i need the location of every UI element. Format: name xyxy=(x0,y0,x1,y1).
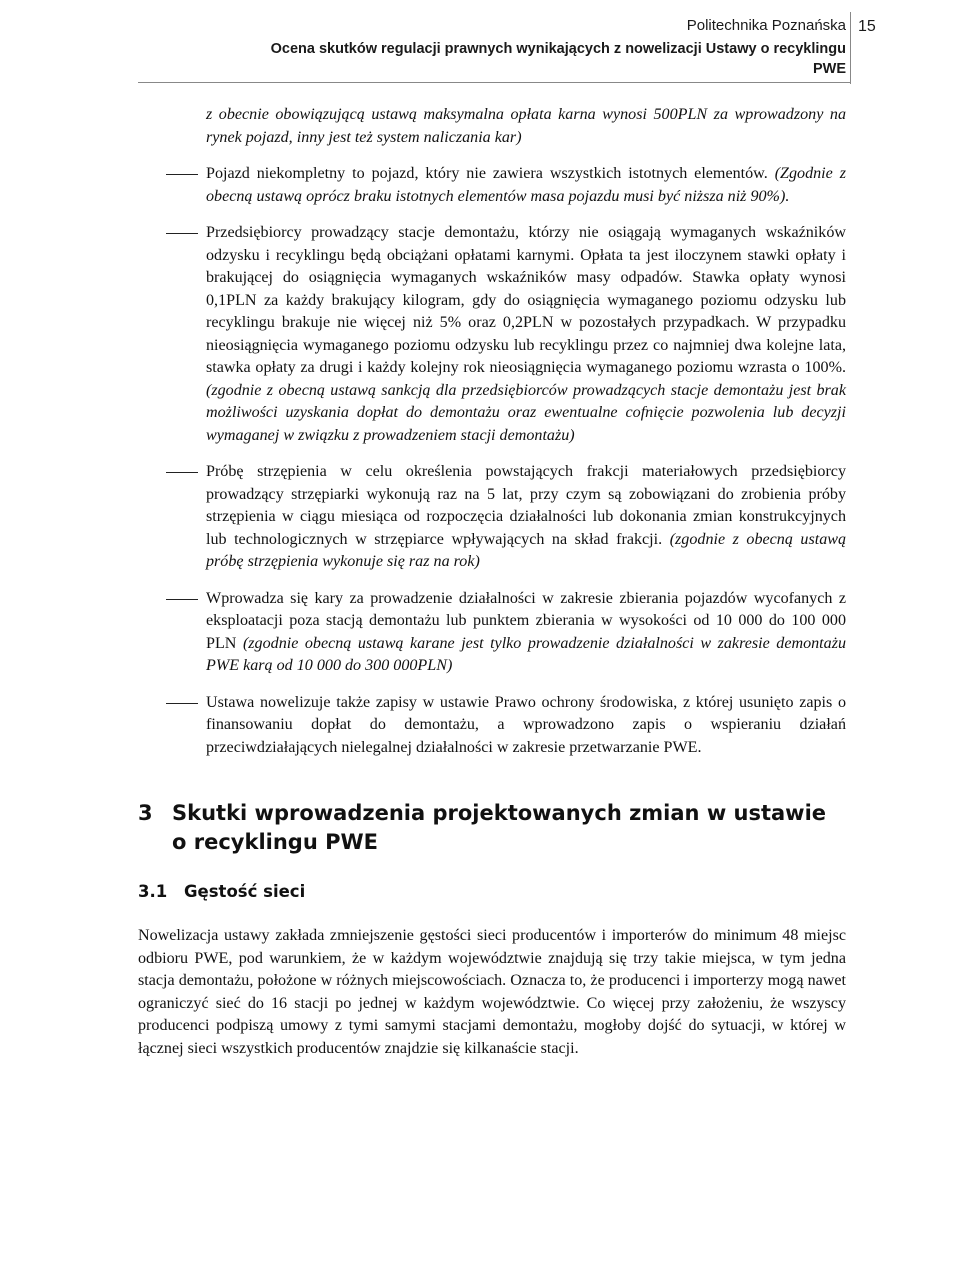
page-content xyxy=(138,104,846,1076)
bullet-item xyxy=(138,461,846,574)
section-number: 3 xyxy=(138,801,153,825)
subsection-title: Gęstość sieci xyxy=(184,882,306,901)
section-heading xyxy=(138,799,846,857)
dash-bullet-icon xyxy=(166,472,198,473)
header-divider xyxy=(138,82,850,83)
bullet-text: Ustawa nowelizuje także zapisy w ustawie Prawo ochrony środowiska, z której usunięto zapis o finansowaniu dopłat do demontażu, a wprowadzono zapis o wspieraniu działań przeciwdziałających nielegalnej działalności w zakresie przetwarzanie PWE. xyxy=(206,693,846,756)
bullet-note: (zgodnie z obecną ustawą sankcją dla przedsiębiorców prowadzących stacje demontażu jest brak możliwości uzyskania dopłat do demontażu oraz ewentualne cofnięcie pozwolenia lub decyzji wymaganej w związku z prowadzeniem stacji demontażu) xyxy=(206,381,846,444)
bullet-item xyxy=(138,163,846,208)
dash-bullet-icon xyxy=(166,599,198,600)
institution-name: Politechnika Poznańska xyxy=(686,17,846,34)
bullet-text: Wprowadza się kary za prowadzenie działalności w zakresie zbierania pojazdów wycofanych z eksploatacji poza stacją demontażu lub punktem zbierania w wysokości od 10 000 do 100 000 PLN xyxy=(206,589,846,652)
document-title xyxy=(138,39,846,79)
continuation-text: z obecnie obowiązującą ustawą maksymalna opłata karna wynosi 500PLN za wprowadzony na rynek pojazd, inny jest też system naliczania kar) xyxy=(206,106,846,146)
bullet-text: Przedsiębiorcy prowadzący stacje demontażu, którzy nie osiągają wymaganych wskaźników odzysku i recyklingu będą obciążani opłatami karnymi. Opłata ta jest iloczynem stawki opłaty i brakującej do osiągnięcia wymaganych wskaźników masy odpadów. Stawka opłaty wynosi 0,1PLN za każdy brakujący kilogram, gdy do osiągnięcia wymaganego poziomu odzysku lub recyklingu brakuje nie więcej niż 5% oraz 0,2PLN w pozostałych przypadkach. W przypadku nieosiągnięcia wymaganego poziomu odzysku lub recyklingu przez co najmniej dwa kolejne lata, stawka opłaty za drugi i każdy kolejny rok nieosiągnięcia wymaganego poziomu wzrasta o 100%. xyxy=(206,224,846,376)
bullet-text: Próbę strzępienia w celu określenia powstających frakcji materiałowych przedsiębiorcy prowadzący strzępiarki wykonują raz na 5 lat, przy czym są zobowiązani do zrobienia próby strzępienia w ciągu miesiąca od rozpoczęcia działalności lub dokonania zmian konstrukcyjnych lub technologicznych w strzępiarce wpływających na skład frakcji. xyxy=(206,463,846,548)
bullet-note: (zgodnie z obecną ustawą próbę strzępienia wykonuje się raz na rok) xyxy=(206,530,847,570)
bullet-text: Pojazd niekompletny to pojazd, który nie zawiera wszystkich istotnych elementów. xyxy=(206,165,768,182)
bullet-item xyxy=(138,222,846,447)
bullet-item xyxy=(138,692,846,760)
dash-bullet-icon xyxy=(166,174,198,175)
dash-bullet-icon xyxy=(166,703,198,704)
page-header xyxy=(138,16,846,79)
document-title-line-1: Ocena skutków regulacji prawnych wynikających z nowelizacji Ustawy o recyklingu xyxy=(270,41,846,57)
bullet-item xyxy=(138,588,846,678)
dash-bullet-icon xyxy=(166,233,198,234)
body-paragraph: Nowelizacja ustawy zakłada zmniejszenie gęstości sieci producentów i importerów do minimum 48 miejsc odbioru PWE, pod warunkiem, że w każdym województwie znajdują się trzy takie miejsca, w tym jedna stacja demontażu, położone w różnych miejscowościach. Oznacza to, że producenci i importerzy mogą nawet ograniczyć sieć do 16 stacji po jednej w każdym województwie. Co więcej przy założeniu, że wszyscy producenci podpiszą umowy z tymi samymi stacjami demontażu, mogłoby dojść do sytuacji, w której w łącznej sieci wszystkich producentów znajdzie się kilkanaście stacji. xyxy=(138,927,846,1057)
header-vertical-divider xyxy=(850,12,851,84)
subsection-heading xyxy=(138,881,846,903)
subsection-number: 3.1 xyxy=(138,882,168,901)
section-title: Skutki wprowadzenia projektowanych zmian w ustawie o recyklingu PWE xyxy=(172,801,827,854)
bullet-note: (zgodnie obecną ustawą karane jest tylko prowadzenie działalności w zakresie demontażu PWE karą od 10 000 do 300 000PLN) xyxy=(206,634,847,674)
document-title-line-2: PWE xyxy=(812,61,846,77)
page-number: 15 xyxy=(858,18,876,35)
bullet-note: (Zgodnie z obecną ustawą oprócz braku istotnych elementów masa pojazdu musi być niższa niż 90%). xyxy=(206,165,846,205)
